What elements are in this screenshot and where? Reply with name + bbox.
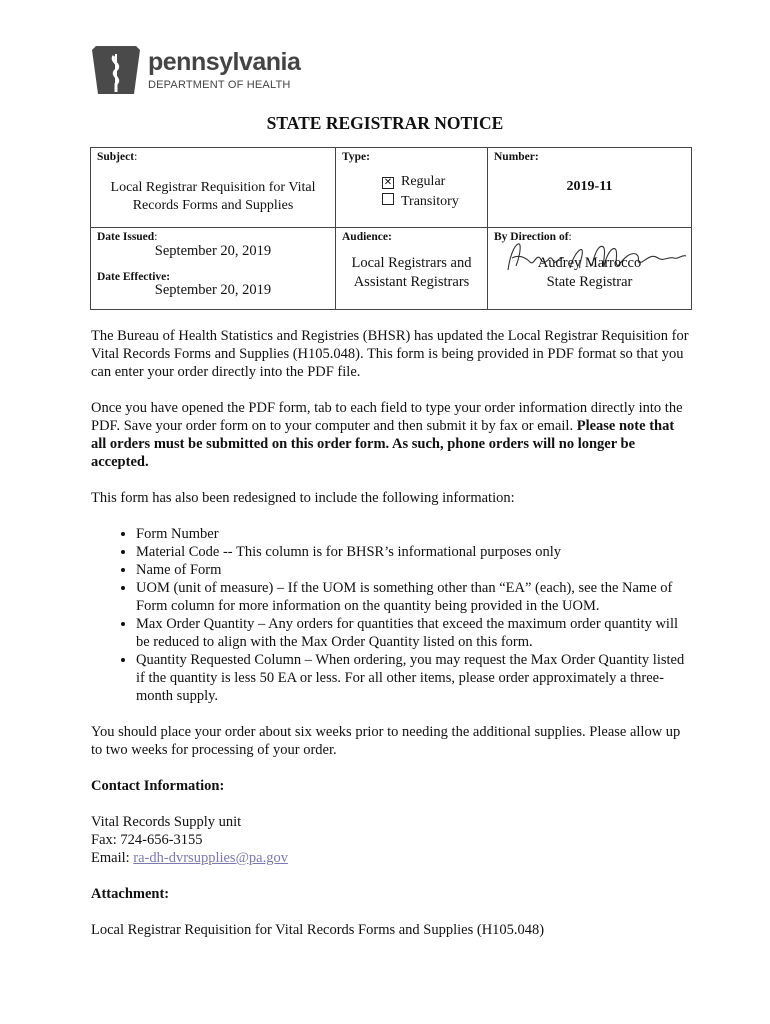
logo-wordmark: pennsylvania <box>148 48 301 76</box>
list-item: • Quantity Requested Column – When ordering, you may request the Max Order Quantity listed if the quantity is less 50 EA or less. For all other items, please order approximately a three-month supply. <box>136 651 691 705</box>
date-effective-label: Date Effective: <box>97 271 171 283</box>
type-option-label: Regular <box>401 174 446 189</box>
attachment-heading: Attachment: <box>91 886 170 902</box>
keystone-icon <box>90 44 142 98</box>
logo-department: DEPARTMENT OF HEALTH <box>148 79 291 91</box>
direction-label: By Direction of <box>494 231 569 243</box>
number-value: 2019-11 <box>566 179 613 194</box>
body-paragraph: You should place your order about six weeks prior to needing the additional supplies. Please allow up to two weeks for processing of your order. <box>91 724 681 758</box>
contact-unit: Vital Records Supply unit <box>91 814 242 830</box>
contact-fax: Fax: 724-656-3155 <box>91 832 203 848</box>
body-text: Once you have opened the PDF form, tab to each field to type your order information directly into the PDF. Save your order form on to your computer and then submit it by fax or email. <box>91 400 683 434</box>
director-name: Audrey Marrocco <box>537 255 642 271</box>
page-title: STATE REGISTRAR NOTICE <box>266 113 504 133</box>
pa-health-logo <box>90 44 310 100</box>
contact-heading: Contact Information: <box>91 778 225 794</box>
type-option-transitory <box>382 192 459 212</box>
type-cell <box>336 148 488 228</box>
dates-cell: Date Issued: September 20, 2019 Date Effective: September 20, 2019 <box>91 228 336 310</box>
feature-list <box>91 525 691 705</box>
contact-email-link[interactable]: ra-dh-dvrsupplies@pa.gov <box>133 850 288 866</box>
audience-line: Assistant Registrars <box>353 274 470 290</box>
body-paragraph <box>91 399 691 471</box>
checkbox-empty-icon <box>382 193 394 205</box>
list-item: • Max Order Quantity – Any orders for quantities that exceed the maximum order quantity will be reduced to align with the Max Order Quantity listed on this form. <box>136 615 691 651</box>
list-item: • UOM (unit of measure) – If the UOM is something other than “EA” (each), see the Name of Form column for more information on the quantity being provided in the UOM. <box>136 579 691 615</box>
checkbox-checked-icon: ✕ <box>383 177 393 188</box>
director-title: State Registrar <box>546 274 633 290</box>
contact-email-label: Email: <box>91 850 134 866</box>
contact-block <box>91 813 691 867</box>
audience-line: Local Registrars and <box>351 255 472 271</box>
subject-label: Subject <box>97 151 135 163</box>
type-options <box>382 172 459 212</box>
notice-header-table <box>90 147 692 310</box>
notice-body <box>91 327 691 957</box>
type-option-regular <box>382 172 459 192</box>
audience-cell <box>336 228 488 310</box>
body-emphasis: Please note that all orders must be submitted on this order form. As such, phone orders will no longer be accepted. <box>91 418 675 470</box>
date-issued-label: Date Issued <box>97 231 155 243</box>
number-label: Number: <box>494 151 539 163</box>
number-cell <box>488 148 692 228</box>
type-label: Type: <box>342 151 370 163</box>
subject-cell: Subject: Local Registrar Requisition for Vital Records Forms and Supplies <box>91 148 336 228</box>
list-item: • Material Code -- This column is for BHSR’s informational purposes only <box>136 543 691 561</box>
date-issued-value: September 20, 2019 <box>154 243 272 259</box>
subject-value: Local Registrar Requisition for Vital Records Forms and Supplies <box>110 180 316 213</box>
direction-cell: By Direction of: Audrey Marrocco State Registrar <box>488 228 692 310</box>
date-effective-value: September 20, 2019 <box>154 282 272 298</box>
audience-value <box>336 254 487 292</box>
body-paragraph: This form has also been redesigned to include the following information: <box>91 490 515 506</box>
audience-label: Audience: <box>342 231 392 243</box>
attachment-text: Local Registrar Requisition for Vital Records Forms and Supplies (H105.048) <box>91 922 545 938</box>
list-item: • Form Number <box>136 525 691 543</box>
direction-value <box>488 254 691 292</box>
body-paragraph: The Bureau of Health Statistics and Registries (BHSR) has updated the Local Registrar Requisition for Vital Records Forms and Supplies (H105.048). This form is being provided in PDF format so that you can enter your order directly into the PDF file. <box>91 328 689 380</box>
type-option-label: Transitory <box>401 194 459 209</box>
list-item: • Name of Form <box>136 561 691 579</box>
